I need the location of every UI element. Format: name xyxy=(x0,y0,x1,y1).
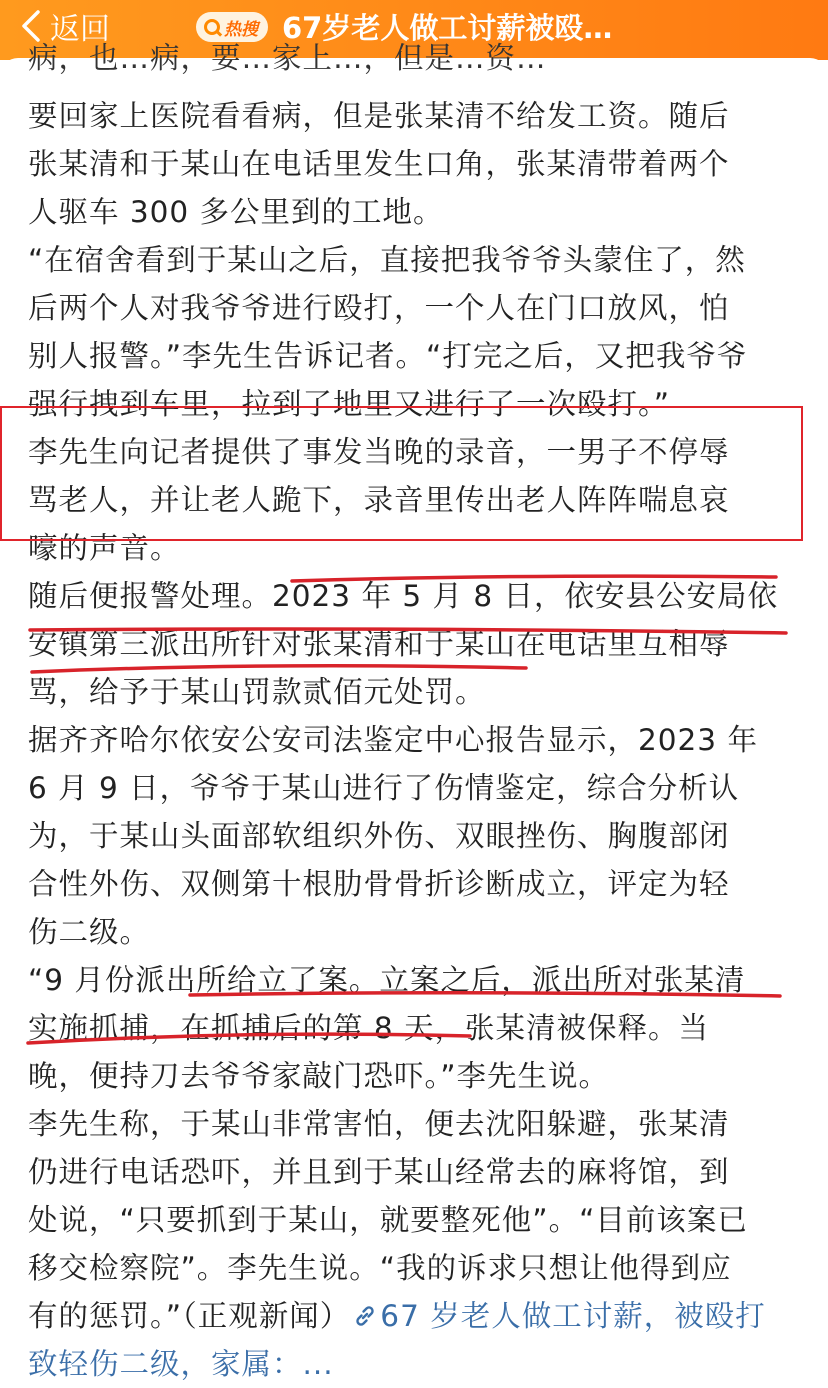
article-last-line xyxy=(28,1292,803,1340)
article-line: 移交检察院”。李先生说。“我的诉求只想让他得到应 xyxy=(28,1251,732,1285)
article-line: 骂老人，并让老人跪下，录音里传出老人阵阵喘息哀 xyxy=(28,483,730,517)
page-title: 67岁老人做工讨薪被殴… xyxy=(282,11,613,45)
related-article-link[interactable]: 67 岁老人做工讨薪，被殴打 xyxy=(380,1299,766,1333)
article-line: 要回家上医院看看病，但是张某清不给发工资。随后 xyxy=(28,99,730,133)
article-line: 张某清和于某山在电话里发生口角，张某清带着两个 xyxy=(28,147,730,181)
article-line: “在宿舍看到于某山之后，直接把我爷爷头蒙住了，然 xyxy=(28,243,746,277)
article-line: 伤二级。 xyxy=(28,915,151,949)
clipped-line: 病，也…病，要…家上…，但是…资… xyxy=(28,41,547,75)
link-icon[interactable] xyxy=(352,1303,378,1329)
last-line-text: 有的惩罚。”（正观新闻） xyxy=(28,1299,351,1333)
article-body xyxy=(28,41,803,1388)
highlight-box xyxy=(0,406,803,541)
back-label: 返回 xyxy=(50,12,110,47)
article-line: 李先生称，于某山非常害怕，便去沈阳躲避，张某清 xyxy=(28,1107,730,1141)
article-line: 后两个人对我爷爷进行殴打，一个人在门口放风，怕 xyxy=(28,291,730,325)
article-line: 为，于某山头面部软组织外伤、双眼挫伤、胸腹部闭 xyxy=(28,819,730,853)
article-line: 仍进行电话恐吓，并且到于某山经常去的麻将馆，到 xyxy=(28,1155,730,1189)
related-article-link-cont[interactable]: 致轻伤二级，家属：... xyxy=(28,1347,334,1381)
article-line: 人驱车 300 多公里到的工地。 xyxy=(28,195,444,229)
article-line: 6 月 9 日，爷爷于某山进行了伤情鉴定，综合分析认 xyxy=(28,771,740,805)
article-line: 骂，给予于某山罚款贰佰元处罚。 xyxy=(28,675,486,709)
article-line: “9 月份派出所给立了案。立案之后，派出所对张某清 xyxy=(28,963,746,997)
article-line: 实施抓捕，在抓捕后的第 8 天，张某清被保释。当 xyxy=(28,1011,710,1045)
article-line: 随后便报警处理。2023 年 5 月 8 日，依安县公安局依 xyxy=(28,579,778,613)
article-line: 嚎的声音。 xyxy=(28,531,181,565)
article-line: 合性外伤、双侧第十根肋骨骨折诊断成立，评定为轻 xyxy=(28,867,730,901)
article-line: 处说，“只要抓到于某山，就要整死他”。“目前该案已 xyxy=(28,1203,748,1237)
chevron-left-icon xyxy=(18,9,44,43)
article-line: 强行拽到车里，拉到了地里又进行了一次殴打。” xyxy=(28,387,671,421)
hot-search-badge[interactable] xyxy=(196,12,268,42)
article-line: 据齐齐哈尔依安公安司法鉴定中心报告显示，2023 年 xyxy=(28,723,758,757)
article-line: 安镇第三派出所针对张某清和于某山在电话里互相辱 xyxy=(28,627,730,661)
article-line: 晚，便持刀去爷爷家敲门恐吓。”李先生说。 xyxy=(28,1059,610,1093)
back-button[interactable] xyxy=(18,6,110,46)
hot-badge-label: 热搜 xyxy=(224,19,258,40)
article-line: 李先生向记者提供了事发当晚的录音，一男子不停辱 xyxy=(28,435,730,469)
article-line: 别人报警。”李先生告诉记者。“打完之后，又把我爷爷 xyxy=(28,339,748,373)
search-hot-icon xyxy=(204,19,220,35)
article-card xyxy=(0,41,828,1381)
